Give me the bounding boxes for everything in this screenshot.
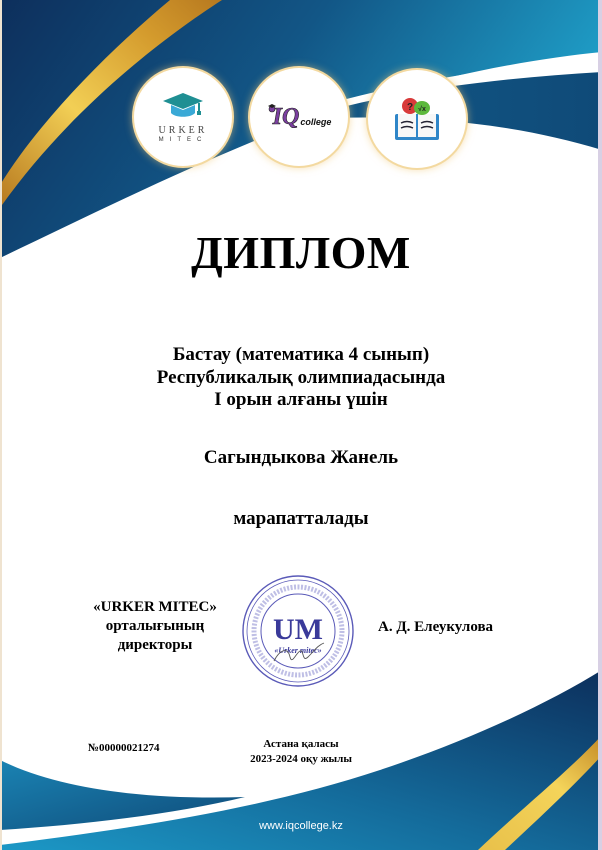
reason-line-competition: Бастау (математика 4 сынып) [172, 344, 430, 365]
urker-logo-text: URKER [158, 125, 208, 136]
svg-text:?: ? [406, 102, 414, 113]
right-border-strip [598, 0, 602, 850]
college-logo-text: college [300, 117, 332, 127]
mitec-logo-text: MITEC [158, 137, 208, 143]
graduation-cap-icon [159, 91, 207, 123]
award-reason [0, 344, 602, 412]
reason-line-olympiad: Республикалық олимпиадасында [156, 366, 446, 388]
certificate-number: №00000021274 [88, 742, 160, 754]
iq-college-logo [250, 68, 348, 166]
left-border-strip [0, 0, 2, 850]
svg-text:√x: √x [418, 106, 426, 113]
reason-line-place: I орын алғаны үшін [214, 389, 388, 410]
iq-logo-text: IQ [272, 104, 300, 130]
awarded-text: марапатталады [233, 508, 369, 529]
urker-mitec-logo [134, 68, 232, 166]
recipient-name: Сагындыкова Жанель [203, 447, 399, 468]
open-book-icon [391, 96, 443, 142]
stamp-initials: UM [273, 613, 323, 646]
academic-year: 2023-2024 оқу жылы [250, 753, 352, 765]
signatory-org: «URKER MITEC» [93, 599, 217, 615]
issue-location [200, 737, 402, 767]
signatory-name: А. Д. Елеукулова [378, 619, 494, 635]
issue-city: Астана қаласы [263, 738, 339, 750]
olympiad-book-logo [368, 70, 466, 168]
signatory-title: директоры [117, 637, 193, 653]
diploma-title: ДИПЛОМ [191, 227, 411, 278]
signatory-org-line2: орталығының [105, 618, 205, 634]
stamp-caption: «Urker mitec» [274, 646, 322, 655]
official-stamp [240, 573, 356, 689]
website-link[interactable]: www.iqcollege.kz [259, 820, 343, 832]
signatory-position [70, 598, 240, 655]
